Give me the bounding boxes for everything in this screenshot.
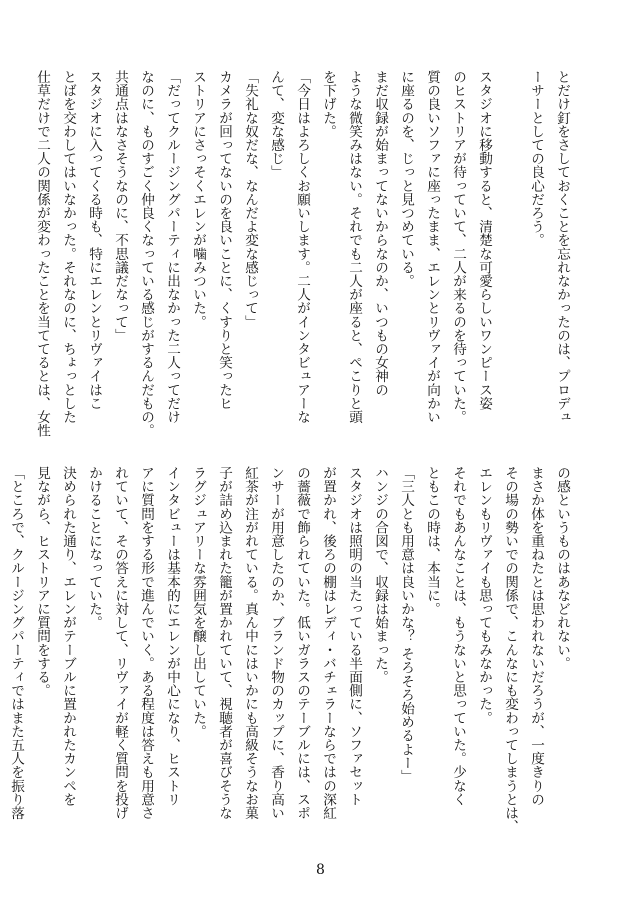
text-line [497,70,523,446]
text-line: ような微笑みはない。それでも二人が座ると、ぺこりと頭 [346,70,362,424]
text-line: カメラが回ってないのを良いことに、くすりと笑ったヒ [216,70,232,410]
text-line: インタビューは基本的にエレンが中心になり、ヒストリ [164,466,180,806]
text-line: 共通点はなさそうなのに、不思議だなって」 [112,70,128,342]
text-line: スタジオは照明の当たっている半面側に、ソファセット [346,466,362,806]
text-line: まさか体を重ねたとは思われないだろうが、一度きりの [528,466,544,806]
text-line: 紅茶が注がれている。真ん中にはいかにも高級そうなお菓 [242,466,258,820]
text-line: 「今日はよろしくお願いします。二人がインタビュアーな [294,70,310,424]
text-line: 仕草だけで二人の関係が変わったことを当ててるとは、女性 [34,70,50,438]
text-line: を下げた。 [320,70,336,138]
text-line: アに質問をする形で進んでいく。ある程度は答えも用意さ [138,466,154,820]
text-line: ラグジュアリーな雰囲気を醸し出していた。 [190,466,206,738]
text-line: に座るのを、じっと見つめている。 [398,70,414,288]
text-line: 質の良いソファに座ったまま、エレンとリヴァイが向かい [424,70,440,424]
text-line: 「だってクルージングパーティに出なかった二人ってだけ [164,70,180,424]
text-line: れていて、その答えに対して、リヴァイが軽く質問を投げ [112,466,128,820]
text-line: 「失礼な奴だな、なんだよ変な感じって」 [242,70,258,329]
text-line: かけることになっていた。 [86,466,102,630]
text-line: 見ながら、ヒストリアに質問をする。 [34,466,50,698]
text-line: それでもあんなことは、もうないと思っていた。少なく [450,466,466,806]
text-line: が置かれ、後ろの棚はレディ・バチェラーならではの深紅 [320,466,336,820]
text-line: 「ところで、クルージングパーティではまた五人を振り落 [8,466,24,820]
text-line: スタジオに移動すると、清楚な可愛らしいワンピース姿 [476,70,492,410]
text-line: 子が詰め込まれた籠が置かれていて、視聴者が喜びそうな [216,466,232,820]
text-line: とだけ釘をさしておくことを忘れなかったのは、プロデュ [554,70,570,424]
text-line: ハンジの合図で、収録は始まった。 [372,466,388,684]
text-line: 「三人とも用意は良いかな？ そろそろ始めるよー」 [398,466,414,784]
lower-text-block [8,466,575,834]
text-line: ともこの時は、本当に。 [424,466,440,616]
text-line: の感というものはあなどれない。 [554,466,570,670]
text-line: エレンもリヴァイも思ってもみなかった。 [476,466,492,725]
text-line: スタジオに入ってくる時も、特にエレンとリヴァイはこ [86,70,102,410]
text-line: ンサーが用意したのか、ブランド物のカップに、香り高い [268,466,284,820]
text-line: とばを交わしてはいなかった。それなのに、ちょっとした [60,70,76,424]
text-line: ーサーとしての良心だろう。 [528,70,544,247]
text-line: の薔薇で飾られていた。低いガラスのテーブルには、スポ [294,466,310,820]
text-line [0,466,3,830]
text-line: のヒストリアが待っていて、二人が来るのを待っていた。 [450,70,466,424]
text-line: 決められた通り、エレンがテーブルに置かれたカンペを [60,466,76,806]
text-line: その場の勢いでの関係で、こんなにも変わってしまうとは、 [502,466,518,834]
text-line: んて、変な感じ」 [268,70,284,179]
text-line: まだ収録が始まってないからなのか、いつもの女神の [372,70,388,397]
page-number: 8 [316,862,325,878]
upper-text-block [34,70,575,446]
text-line: なのに、ものすごく仲良くなっている感じがするんだもの。 [138,70,154,438]
text-line: ストリアにさっそくエレンが噛みついた。 [190,70,206,329]
